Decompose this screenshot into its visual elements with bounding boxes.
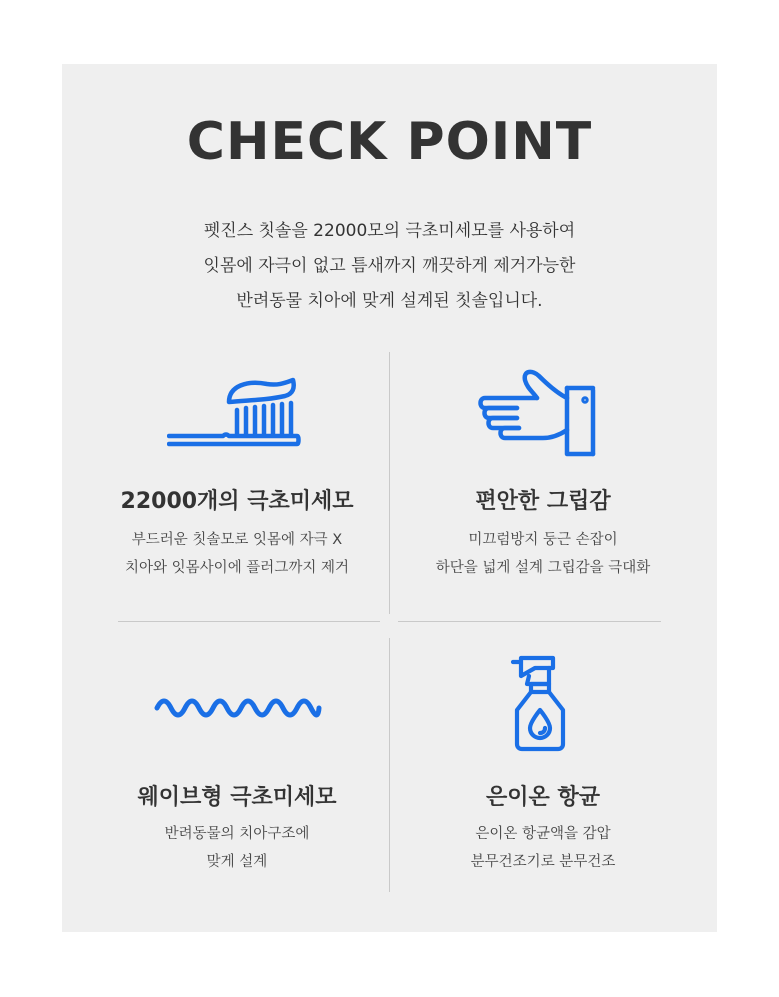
feature-title: 22000개의 극초미세모 bbox=[120, 489, 354, 514]
divider-horizontal-right bbox=[398, 621, 661, 622]
check-point-panel bbox=[62, 64, 717, 932]
feature-desc-line: 하단을 넓게 설계 그립감을 극대화 bbox=[435, 560, 651, 576]
feature-title: 웨이브형 극초미세모 bbox=[137, 785, 337, 810]
intro-text bbox=[62, 214, 717, 319]
feature-desc-line: 분무건조기로 분무건조 bbox=[470, 854, 616, 870]
feature-desc-line: 은이온 항균액을 감압 bbox=[475, 826, 611, 842]
feature-title: 편안한 그립감 bbox=[475, 489, 611, 514]
feature-description bbox=[393, 526, 693, 582]
divider-vertical-bottom bbox=[389, 638, 390, 892]
intro-line: 펫진스 칫솔을 22000모의 극초미세모를 사용하여 bbox=[203, 221, 576, 241]
feature-desc-line: 부드러운 칫솔모로 잇몸에 자극 X bbox=[131, 532, 343, 548]
wave-bristle-icon bbox=[87, 654, 387, 754]
page-title: CHECK POINT bbox=[186, 112, 593, 172]
hand-grip-icon bbox=[393, 364, 693, 464]
spray-bottle-icon bbox=[393, 654, 693, 754]
feature-title: 은이온 항균 bbox=[486, 785, 600, 810]
feature-description bbox=[393, 820, 693, 876]
feature-description bbox=[87, 526, 387, 582]
toothbrush-icon bbox=[87, 364, 387, 454]
intro-line: 잇몸에 자극이 없고 틈새까지 깨끗하게 제거가능한 bbox=[203, 256, 576, 276]
feature-desc-line: 반려동물의 치아구조에 bbox=[164, 826, 310, 842]
divider-vertical-top bbox=[389, 352, 390, 614]
feature-desc-line: 맞게 설계 bbox=[206, 854, 268, 870]
intro-line: 반려동물 치아에 맞게 설계된 칫솔입니다. bbox=[236, 291, 543, 311]
feature-desc-line: 치아와 잇몸사이에 플러그까지 제거 bbox=[125, 560, 349, 576]
divider-horizontal-left bbox=[118, 621, 380, 622]
feature-desc-line: 미끄럼방지 둥근 손잡이 bbox=[468, 532, 618, 548]
feature-description bbox=[87, 820, 387, 876]
